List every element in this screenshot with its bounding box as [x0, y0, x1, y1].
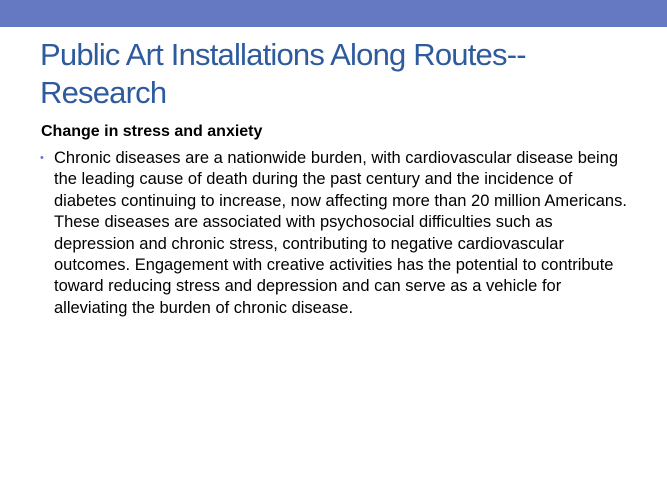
bullet-text: Chronic diseases are a nationwide burden, with cardiovascular disease being the leading cause of death during the past century and the incidence of diabetes continuing to increase, now affecting more than 20 million Americans. These diseases are associated with psychosocial difficulties such as depression and chronic stress, contributing to negative cardiovascular outcomes. Engagement with creative activities has the potential to contribute toward reducing stress and depression and can serve as a vehicle for alleviating the burden of chronic disease.: [54, 149, 627, 317]
bullet-list: [40, 148, 630, 319]
slide-title: Public Art Installations Along Routes--Research: [40, 37, 526, 110]
bullet-dot-icon: •: [40, 152, 44, 164]
bullet-item: [40, 148, 630, 319]
top-accent-bar: [0, 0, 667, 27]
slide-subheading: Change in stress and anxiety: [41, 123, 263, 140]
